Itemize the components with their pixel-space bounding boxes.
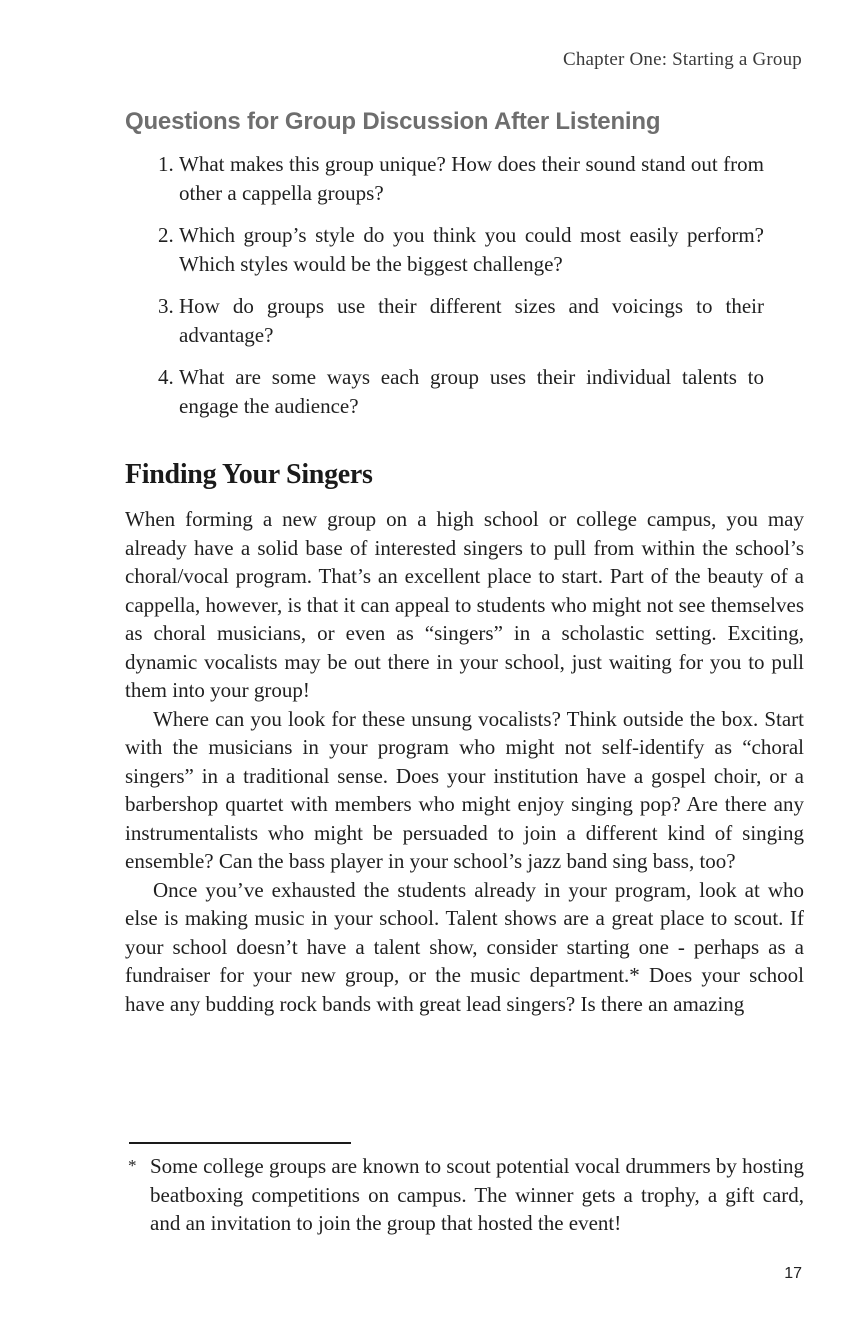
body-paragraph: Once you’ve exhausted the students already in your program, look at who else is making music in your school. Talent shows are a great place to scout. If your school doesn’t have a talent show, consider starting one - perhaps as a fundraiser for your new group, or the music department.* Does your school have any budding rock bands with great lead singers? Is there an amazing [125, 877, 804, 1016]
question-number: 2. [158, 223, 174, 247]
question-item [158, 292, 764, 349]
question-item [158, 221, 764, 278]
question-text: What are some ways each group uses their individual talents to engage the audience? [179, 365, 764, 418]
footnote-text: Some college groups are known to scout potential vocal drummers by hosting beatboxing competitions on campus. The winner gets a trophy, a gift card, and an invitation to join the group that hosted the event! [150, 1154, 804, 1235]
question-number: 3. [158, 294, 174, 318]
section-heading: Finding Your Singers [125, 459, 373, 490]
running-head: Chapter One: Starting a Group [562, 49, 802, 70]
question-text: How do groups use their different sizes and voicings to their advantage? [179, 294, 764, 347]
body-paragraph: When forming a new group on a high school or college campus, you may already have a solid base of interested singers to pull from within the school’s choral/vocal program. That’s an excellent place to start. Part of the beauty of a cappella, however, is that it can appeal to students who might not see themselves as choral musicians, or even as “singers” in a scholastic setting. Exciting, dynamic vocalists may be out there in your school, just waiting for you to pull them into your group! [125, 507, 804, 702]
question-item [158, 363, 764, 420]
question-number: 4. [158, 365, 174, 389]
discussion-questions-list [158, 150, 764, 434]
page-number: 17 [784, 1265, 802, 1282]
footnote-divider [129, 1142, 351, 1144]
question-text: Which group’s style do you think you could most easily perform? Which styles would be the biggest challenge? [179, 223, 764, 276]
footnote-marker: * [128, 1156, 137, 1175]
body-paragraph: Where can you look for these unsung vocalists? Think outside the box. Start with the musicians in your program who might not self-identify as “choral singers” in a traditional sense. Does your institution have a gospel choir, or a barbershop quartet with members who might enjoy singing pop? Are there any instrumentalists who might be persuaded to join a different kind of singing ensemble? Can the bass player in your school’s jazz band sing bass, too? [125, 706, 804, 873]
discussion-heading: Questions for Group Discussion After Listening [125, 108, 661, 135]
section-body [125, 505, 804, 1018]
question-item [158, 150, 764, 207]
footnote [125, 1152, 804, 1238]
question-text: What makes this group unique? How does their sound stand out from other a cappella groups? [179, 152, 764, 205]
question-number: 1. [158, 152, 174, 176]
